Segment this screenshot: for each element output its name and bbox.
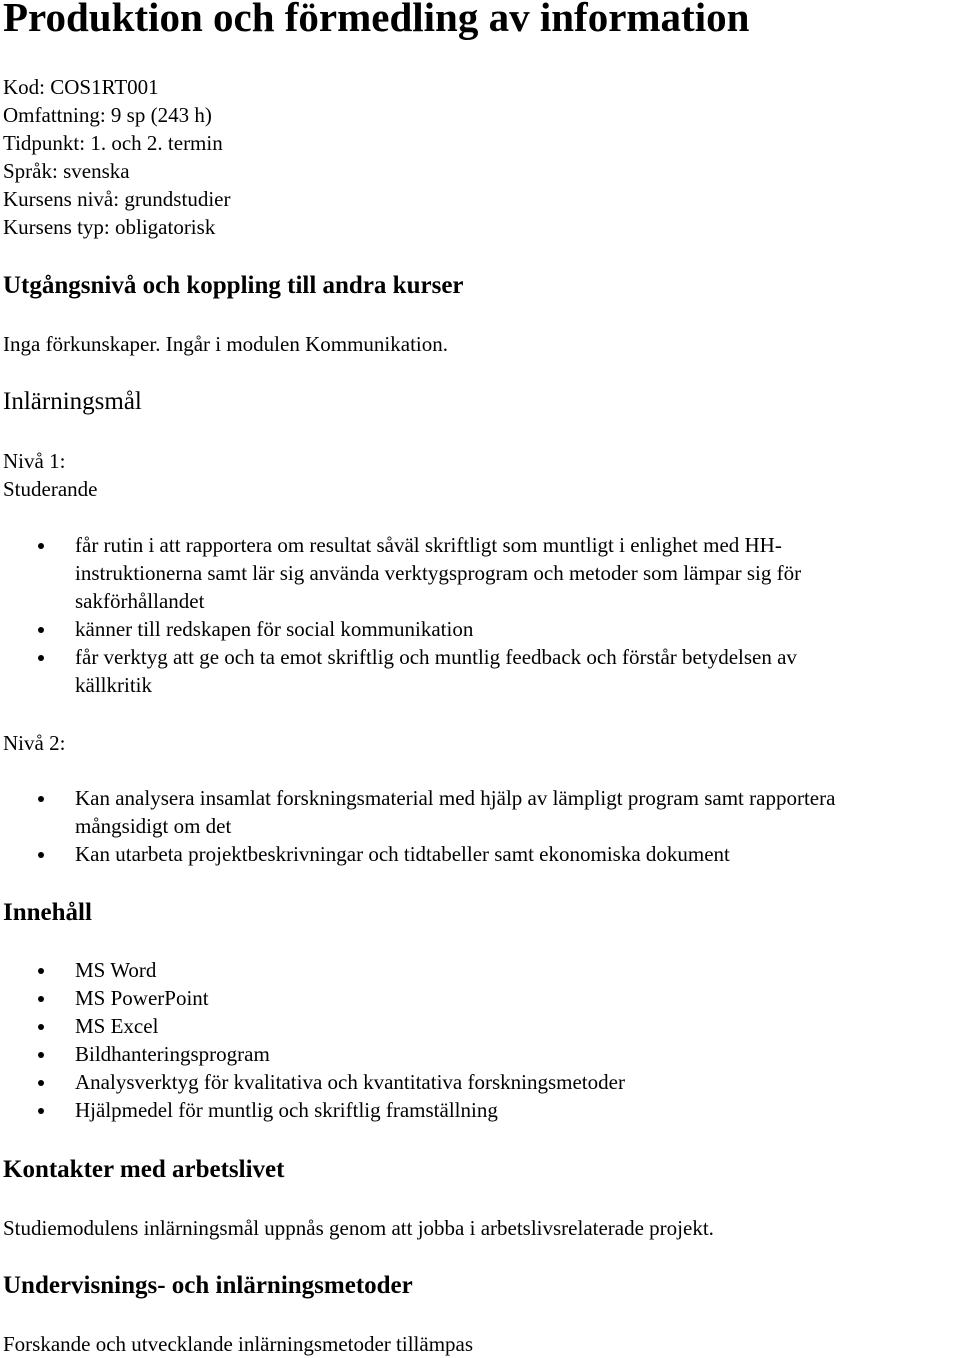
level1-item-line: känner till redskapen för social kommunikation — [75, 617, 474, 641]
content-item — [0, 956, 625, 984]
level1-list — [0, 531, 801, 699]
work-heading: Kontakter med arbetslivet — [3, 1156, 285, 1183]
bullet-icon — [38, 968, 44, 974]
level2-item — [0, 784, 835, 840]
level2-item-line: mångsidigt om det — [75, 814, 232, 838]
bullet-icon — [38, 1108, 44, 1114]
content-heading: Innehåll — [3, 899, 92, 926]
content-item-line: MS Word — [75, 958, 157, 982]
level2-label: Nivå 2: — [3, 731, 66, 755]
meta-type: Kursens typ: obligatorisk — [3, 215, 216, 239]
level1-item-line: får verktyg att ge och ta emot skriftlig och muntlig feedback och förstår betydelsen av — [75, 645, 797, 669]
content-item — [0, 1012, 625, 1040]
content-item — [0, 1068, 625, 1096]
bullet-icon — [38, 852, 44, 858]
content-item — [0, 984, 625, 1012]
page-title: Produktion och förmedling av information — [3, 0, 750, 40]
meta-level: Kursens nivå: grundstudier — [3, 187, 231, 211]
level1-item-line: källkritik — [75, 673, 152, 697]
course-meta — [3, 73, 230, 241]
bullet-icon — [38, 1052, 44, 1058]
content-item-line: Hjälpmedel för muntlig och skriftlig framställning — [75, 1098, 498, 1122]
bullet-icon — [38, 1080, 44, 1086]
methods-text: Forskande och utvecklande inlärningsmetoder tillämpas — [3, 1332, 474, 1356]
bullet-icon — [38, 627, 44, 633]
meta-scope: Omfattning: 9 sp (243 h) — [3, 103, 212, 127]
level1-item — [0, 643, 801, 699]
level1-item-line: får rutin i att rapportera om resultat såväl skriftligt som muntligt i enlighet med HH- — [75, 533, 782, 557]
goals-heading: Inlärningsmål — [3, 388, 142, 415]
bullet-icon — [38, 1024, 44, 1030]
level2-list — [0, 784, 835, 868]
bullet-icon — [38, 996, 44, 1002]
level2-item-line: Kan utarbeta projektbeskrivningar och tidtabeller samt ekonomiska dokument — [75, 842, 730, 866]
level1-subject: Studerande — [3, 477, 98, 501]
meta-language: Språk: svenska — [3, 159, 130, 183]
content-item — [0, 1096, 625, 1124]
level1-label: Nivå 1: — [3, 449, 66, 473]
level1-item — [0, 615, 801, 643]
level1-item-line: sakförhållandet — [75, 589, 205, 613]
content-item — [0, 1040, 625, 1068]
level1-item — [0, 531, 801, 615]
level1-item-line: instruktionerna samt lär sig använda verktygsprogram och metoder som lämpar sig för — [75, 561, 802, 585]
content-item-line: MS PowerPoint — [75, 986, 209, 1010]
content-item-line: Bildhanteringsprogram — [75, 1042, 270, 1066]
prereq-heading: Utgångsnivå och koppling till andra kurser — [3, 272, 464, 299]
level2-item — [0, 840, 835, 868]
content-item-line: MS Excel — [75, 1014, 159, 1038]
bullet-icon — [38, 655, 44, 661]
bullet-icon — [38, 543, 44, 549]
methods-heading: Undervisnings- och inlärningsmetoder — [3, 1272, 413, 1299]
content-item-line: Analysverktyg för kvalitativa och kvantitativa forskningsmetoder — [75, 1070, 625, 1094]
level2-item-line: Kan analysera insamlat forskningsmaterial med hjälp av lämpligt program samt rapportera — [75, 786, 836, 810]
work-text: Studiemodulens inlärningsmål uppnås genom att jobba i arbetslivsrelaterade projekt. — [3, 1216, 714, 1240]
prereq-text: Inga förkunskaper. Ingår i modulen Kommunikation. — [3, 332, 448, 356]
bullet-icon — [38, 796, 44, 802]
meta-timing: Tidpunkt: 1. och 2. termin — [3, 131, 223, 155]
meta-code: Kod: COS1RT001 — [3, 75, 159, 99]
content-list — [0, 956, 625, 1124]
